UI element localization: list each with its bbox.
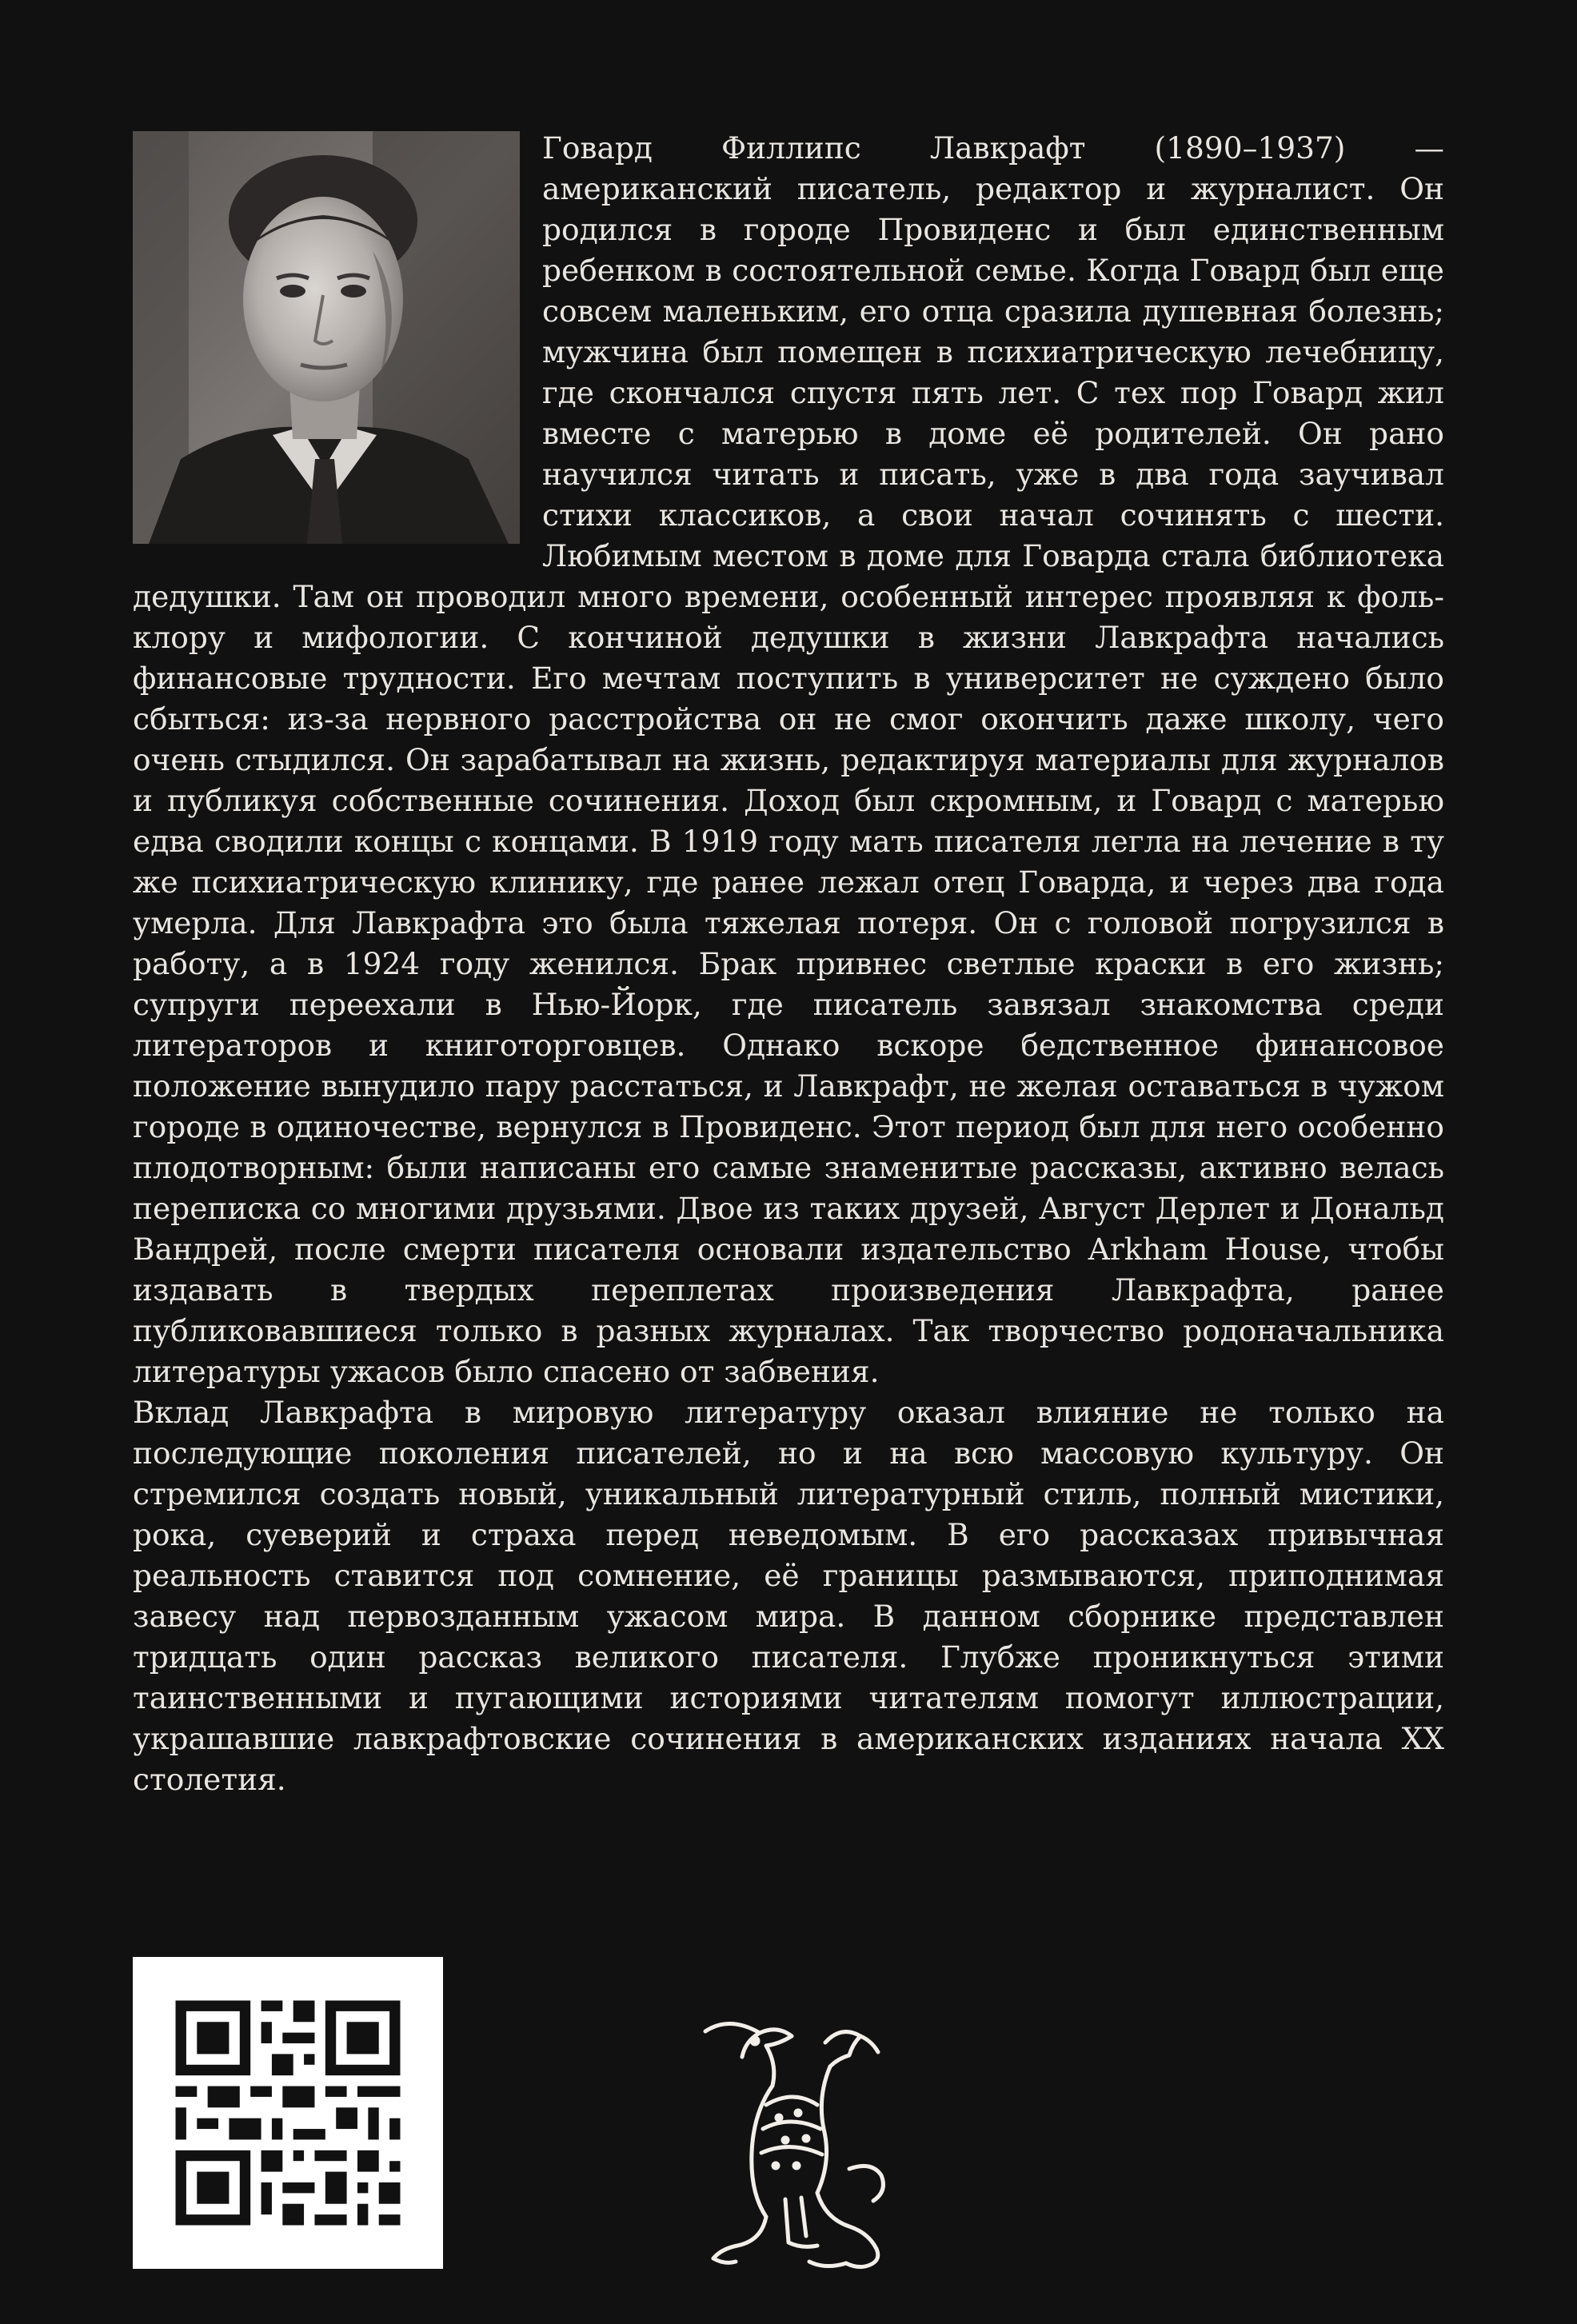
annotation-text (133, 128, 1444, 1800)
publisher-logo (689, 2009, 899, 2273)
biography-paragraph: Говард Филлипс Лавкрафт (1890–1937) — американский писатель, редактор и журналист. Он родился в городе Провиденс и был единственным ребенком в состоятельной семье. Когда Говард был еще совсем маленьким, его отца сразила душевная болезнь; мужчина был помещен в психиатрическую лечебницу, где скончался спустя пять лет. С тех пор Говард жил вместе с матерью в доме её родителей. Он рано научился читать и писать, уже в два года заучивал стихи классиков, а свои начал сочинять с шести. Любимым местом в доме для Говарда стала библиотека дедушки. Там он проводил много времени, особенный интерес проявляя к фольклору и мифологии. С кончиной дедушки в жизни Лавкрафта начались финансовые трудности. Его мечтам поступить в университет не суждено было сбыться: из-за нервного расстройства он не смог окончить даже школу, чего очень стыдился. Он зарабатывал на жизнь, редактируя материалы для журналов и публикуя собственные сочинения. Доход был скромным, и Говард с матерью едва сводили концы с концами. В 1919 году мать писателя легла на лечение в ту же психиатрическую клинику, где ранее лежал отец Говарда, и через два года умерла. Для Лавкрафта это была тяжелая потеря. Он с головой погрузился в работу, а в 1924 году женился. Брак привнес светлые краски в его жизнь; супруги переехали в Нью-Йорк, где писатель завязал знакомства среди литераторов и книготорговцев. Однако вскоре бедственное финансовое положение вынудило пару расстаться, и Лавкрафт, не желая оставаться в чужом городе в одиночестве, вернулся в Провиденс. Этот период был для него особенно плодотворным: были написаны его самые знаменитые рассказы, активно велась переписка со многими друзьями. Двое из таких друзей, Август Дерлет и Дональд Вандрей, после смерти писателя основали издательство Arkham House, чтобы издавать в твердых переплетах произведения Лавкрафта, ранее публиковавшиеся только в разных журналах. Так творчество родоначальника литературы ужасов было спасено от забвения. (133, 130, 1444, 1389)
author-portrait-photo (133, 131, 520, 544)
significance-paragraph: Вклад Лавкрафта в мировую литературу оказал влияние не только на последующие поколения писателей, но и на всю массовую культуру. Он стремился создать новый, уникальный литературный стиль, полный мистики, рока, суеверий и страха перед неведомым. В его рассказах привычная реальность ставится под сомнение, её границы размываются, приподнимая завесу над первозданным ужасом мира. В данном сборнике представлен тридцать один рассказ великого писателя. Глубже проникнуться этими таинственными и пугающими историями читателям помогут иллюстрации, украшавшие лавкрафтовские сочинения в американских изданиях начала XX столетия. (133, 1395, 1444, 1797)
publisher-griffin-logo (689, 2009, 899, 2273)
qr-code[interactable] (133, 1957, 443, 2269)
author-portrait (133, 131, 520, 544)
qr-code-icon (133, 1957, 443, 2269)
